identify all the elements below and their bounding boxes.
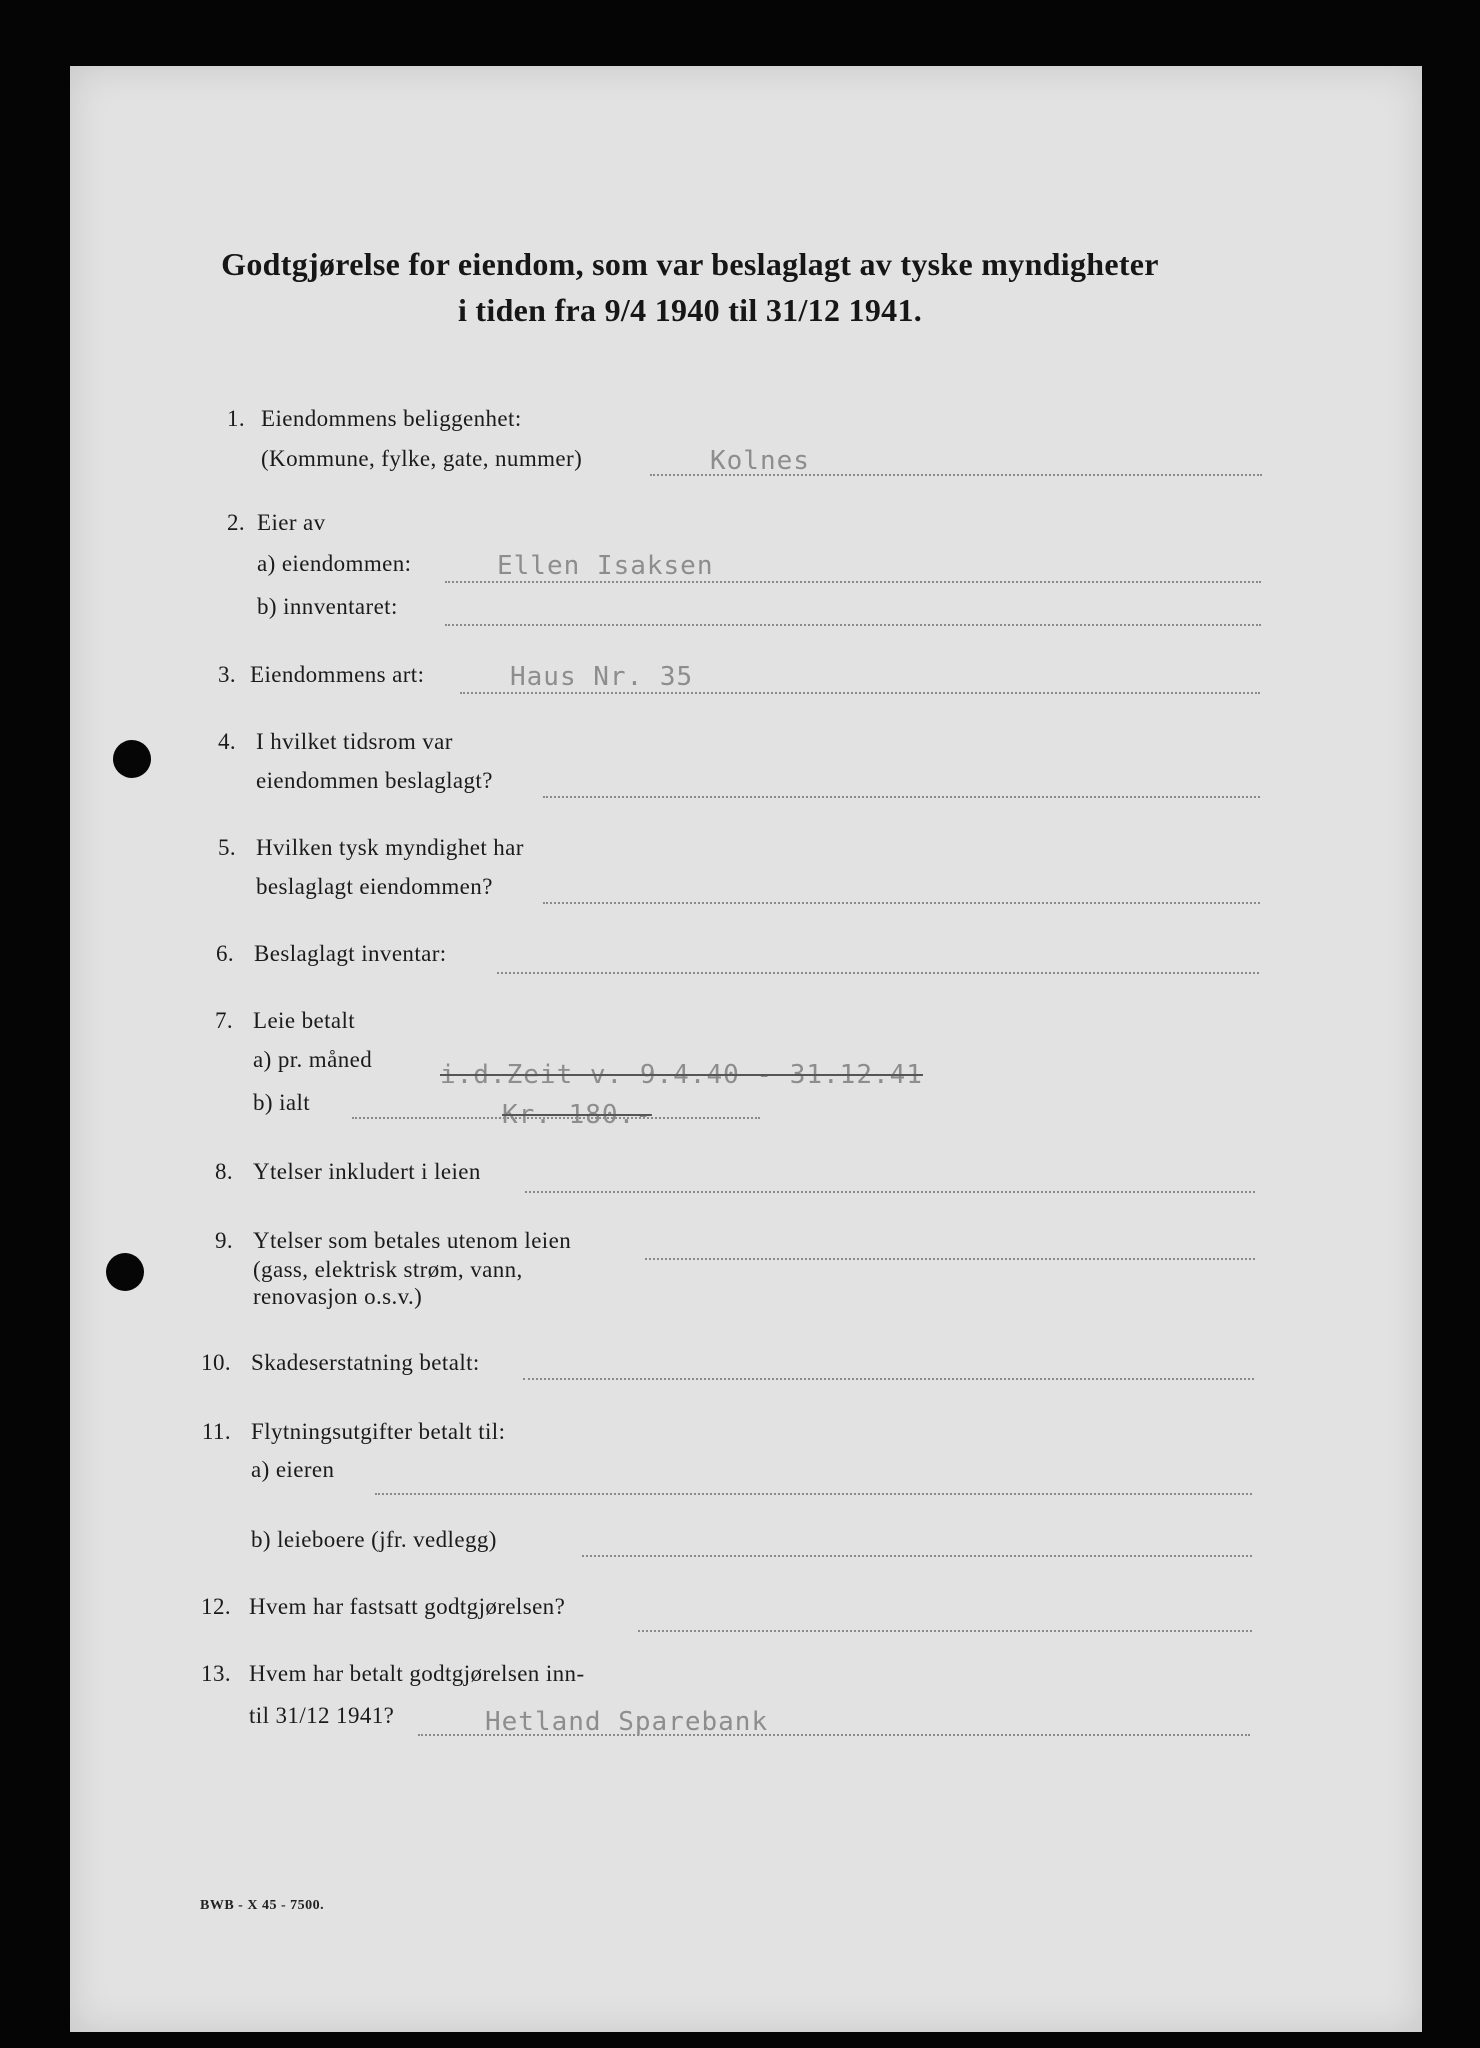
item-3-value: Haus Nr. 35 xyxy=(510,662,694,692)
item-11b-line xyxy=(582,1555,1252,1557)
item-2-number: 2. xyxy=(226,510,245,535)
item-11a-label: a) eieren xyxy=(251,1457,335,1482)
item-11b-label: b) leieboere (jfr. vedlegg) xyxy=(251,1527,497,1552)
item-4-label: I hvilket tidsrom var xyxy=(256,729,453,754)
item-8-label: Ytelser inkludert i leien xyxy=(253,1159,481,1184)
item-11a-line xyxy=(375,1493,1252,1495)
item-8-line xyxy=(525,1191,1255,1193)
item-7b-label: b) ialt xyxy=(253,1090,311,1115)
item-12-label: Hvem har fastsatt godtgjørelsen? xyxy=(249,1594,566,1619)
item-9-sublabel2: renovasjon o.s.v.) xyxy=(253,1284,423,1309)
item-1-value: Kolnes xyxy=(710,446,810,476)
item-2b-line xyxy=(445,624,1261,626)
item-13-label: Hvem har betalt godtgjørelsen inn- xyxy=(249,1661,585,1686)
item-7-number: 7. xyxy=(214,1008,233,1033)
item-1-number: 1. xyxy=(226,406,245,431)
punch-hole-bottom xyxy=(106,1253,144,1291)
item-13-value: Hetland Sparebank xyxy=(485,1707,769,1737)
item-11-number: 11. xyxy=(201,1419,231,1444)
item-12-line xyxy=(638,1630,1252,1632)
item-9-line xyxy=(645,1258,1255,1260)
item-6-line xyxy=(497,972,1259,974)
item-9-sublabel1: (gass, elektrisk strøm, vann, xyxy=(253,1257,523,1282)
item-12-number: 12. xyxy=(201,1594,231,1619)
form-code: BWB - X 45 - 7500. xyxy=(200,1898,325,1913)
item-4-line xyxy=(543,796,1260,798)
item-13-number: 13. xyxy=(201,1661,231,1686)
item-10-number: 10. xyxy=(201,1350,231,1375)
item-2a-label: a) eiendommen: xyxy=(257,551,412,576)
item-9-label: Ytelser som betales utenom leien xyxy=(253,1228,572,1253)
item-7b-value: Kr. 180.- xyxy=(502,1100,652,1130)
item-2a-line xyxy=(445,581,1261,583)
item-2-label: Eier av xyxy=(257,510,326,535)
item-1-sublabel: (Kommune, fylke, gate, nummer) xyxy=(261,446,583,471)
item-10-line xyxy=(523,1378,1254,1380)
item-8-number: 8. xyxy=(214,1159,233,1184)
item-5-number: 5. xyxy=(217,835,236,860)
item-4-sublabel: eiendommen beslaglagt? xyxy=(256,768,493,793)
item-2b-label: b) innventaret: xyxy=(257,594,398,619)
item-1-label: Eiendommens beliggenhet: xyxy=(261,406,522,431)
item-10-label: Skadeserstatning betalt: xyxy=(251,1350,480,1375)
item-13-sublabel: til 31/12 1941? xyxy=(249,1703,395,1728)
form-title-line2: i tiden fra 9/4 1940 til 31/12 1941. xyxy=(457,292,923,328)
item-11-label: Flytningsutgifter betalt til: xyxy=(251,1419,506,1444)
item-7-label: Leie betalt xyxy=(253,1008,356,1033)
item-6-number: 6. xyxy=(215,941,234,966)
item-5-sublabel: beslaglagt eiendommen? xyxy=(256,874,493,899)
form-title-line1: Godtgjørelse for eiendom, som var beslaglagt av tyske myndigheter xyxy=(221,246,1159,282)
item-9-number: 9. xyxy=(214,1228,233,1253)
punch-hole-top xyxy=(113,740,151,778)
item-7a-label: a) pr. måned xyxy=(253,1047,373,1072)
item-3-line xyxy=(460,692,1260,694)
item-4-number: 4. xyxy=(217,729,236,754)
item-6-label: Beslaglagt inventar: xyxy=(254,941,447,966)
item-2a-value: Ellen Isaksen xyxy=(497,551,714,581)
item-7a-value: i.d.Zeit v. 9.4.40 - 31.12.41 xyxy=(440,1060,923,1090)
item-3-number: 3. xyxy=(217,662,236,687)
item-5-line xyxy=(543,902,1260,904)
item-5-label: Hvilken tysk myndighet har xyxy=(256,835,524,860)
item-3-label: Eiendommens art: xyxy=(250,662,425,687)
